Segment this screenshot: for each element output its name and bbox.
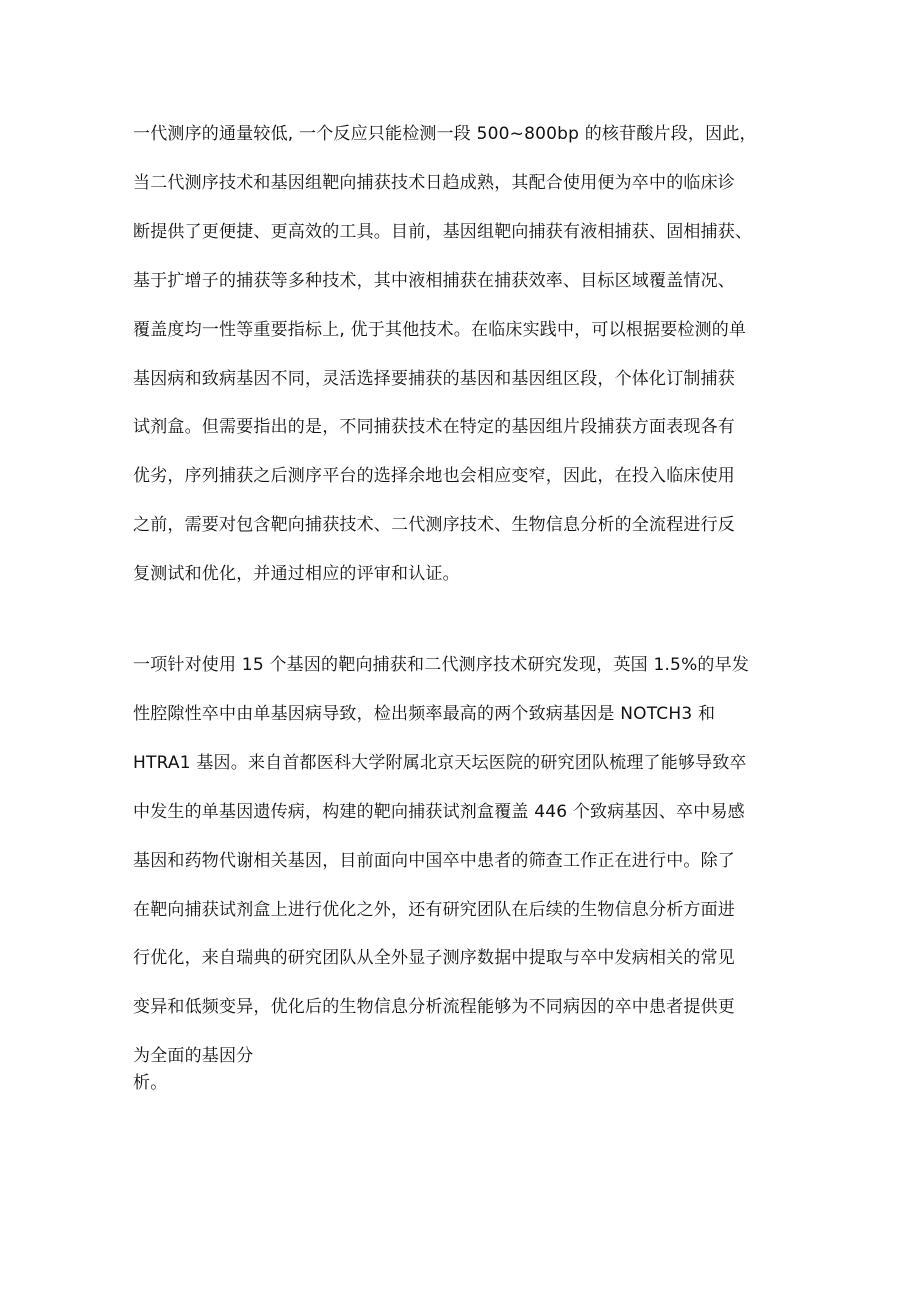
- text-line: 在靶向捕获试剂盒上进行优化之外，还有研究团队在后续的生物信息分析方面进: [133, 900, 735, 920]
- text-line: 试剂盒。但需要指出的是，不同捕获技术在特定的基因组片段捕获方面表现各有: [133, 417, 735, 437]
- text-line: 当二代测序技术和基因组靶向捕获技术日趋成熟，其配合使用便为卒中的临床诊: [133, 173, 735, 193]
- text-line: 优劣，序列捕获之后测序平台的选择余地也会相应变窄，因此，在投入临床使用: [133, 466, 735, 486]
- text-line: 一项针对使用 15 个基因的靶向捕获和二代测序技术研究发现，英国 1.5%的早发: [133, 655, 750, 675]
- text-line: HTRA1 基因。来自首都医科大学附属北京天坛医院的研究团队梳理了能够导致卒: [133, 753, 747, 773]
- text-line: 析。: [133, 1073, 168, 1093]
- text-line: 一代测序的通量较低, 一个反应只能检测一段 500~800bp 的核苷酸片段，因此，: [133, 124, 757, 144]
- text-line: 基因病和致病基因不同，灵活选择要捕获的基因和基因组区段，个体化订制捕获: [133, 369, 735, 389]
- text-line: 基于扩增子的捕获等多种技术，其中液相捕获在捕获效率、目标区域覆盖情况、: [133, 271, 735, 291]
- text-line: 断提供了更便捷、更高效的工具。目前，基因组靶向捕获有液相捕获、固相捕获、: [133, 222, 753, 242]
- text-line: 覆盖度均一性等重要指标上, 优于其他技术。在临床实践中，可以根据要检测的单: [133, 320, 747, 340]
- text-line: 基因和药物代谢相关基因，目前面向中国卒中患者的筛查工作正在进行中。除了: [133, 851, 735, 871]
- text-line: 性腔隙性卒中由单基因病导致，检出频率最高的两个致病基因是 NOTCH3 和: [133, 704, 716, 724]
- text-line: 之前，需要对包含靶向捕获技术、二代测序技术、生物信息分析的全流程进行反: [133, 515, 735, 535]
- text-line: 为全面的基因分: [133, 1046, 254, 1066]
- text-line: 中发生的单基因遗传病，构建的靶向捕获试剂盒覆盖 446 个致病基因、卒中易感: [133, 802, 745, 822]
- text-line: 变异和低频变异，优化后的生物信息分析流程能够为不同病因的卒中患者提供更: [133, 997, 735, 1017]
- text-line: 行优化，来自瑞典的研究团队从全外显子测序数据中提取与卒中发病相关的常见: [133, 948, 735, 968]
- text-line: 复测试和优化，并通过相应的评审和认证。: [133, 564, 460, 584]
